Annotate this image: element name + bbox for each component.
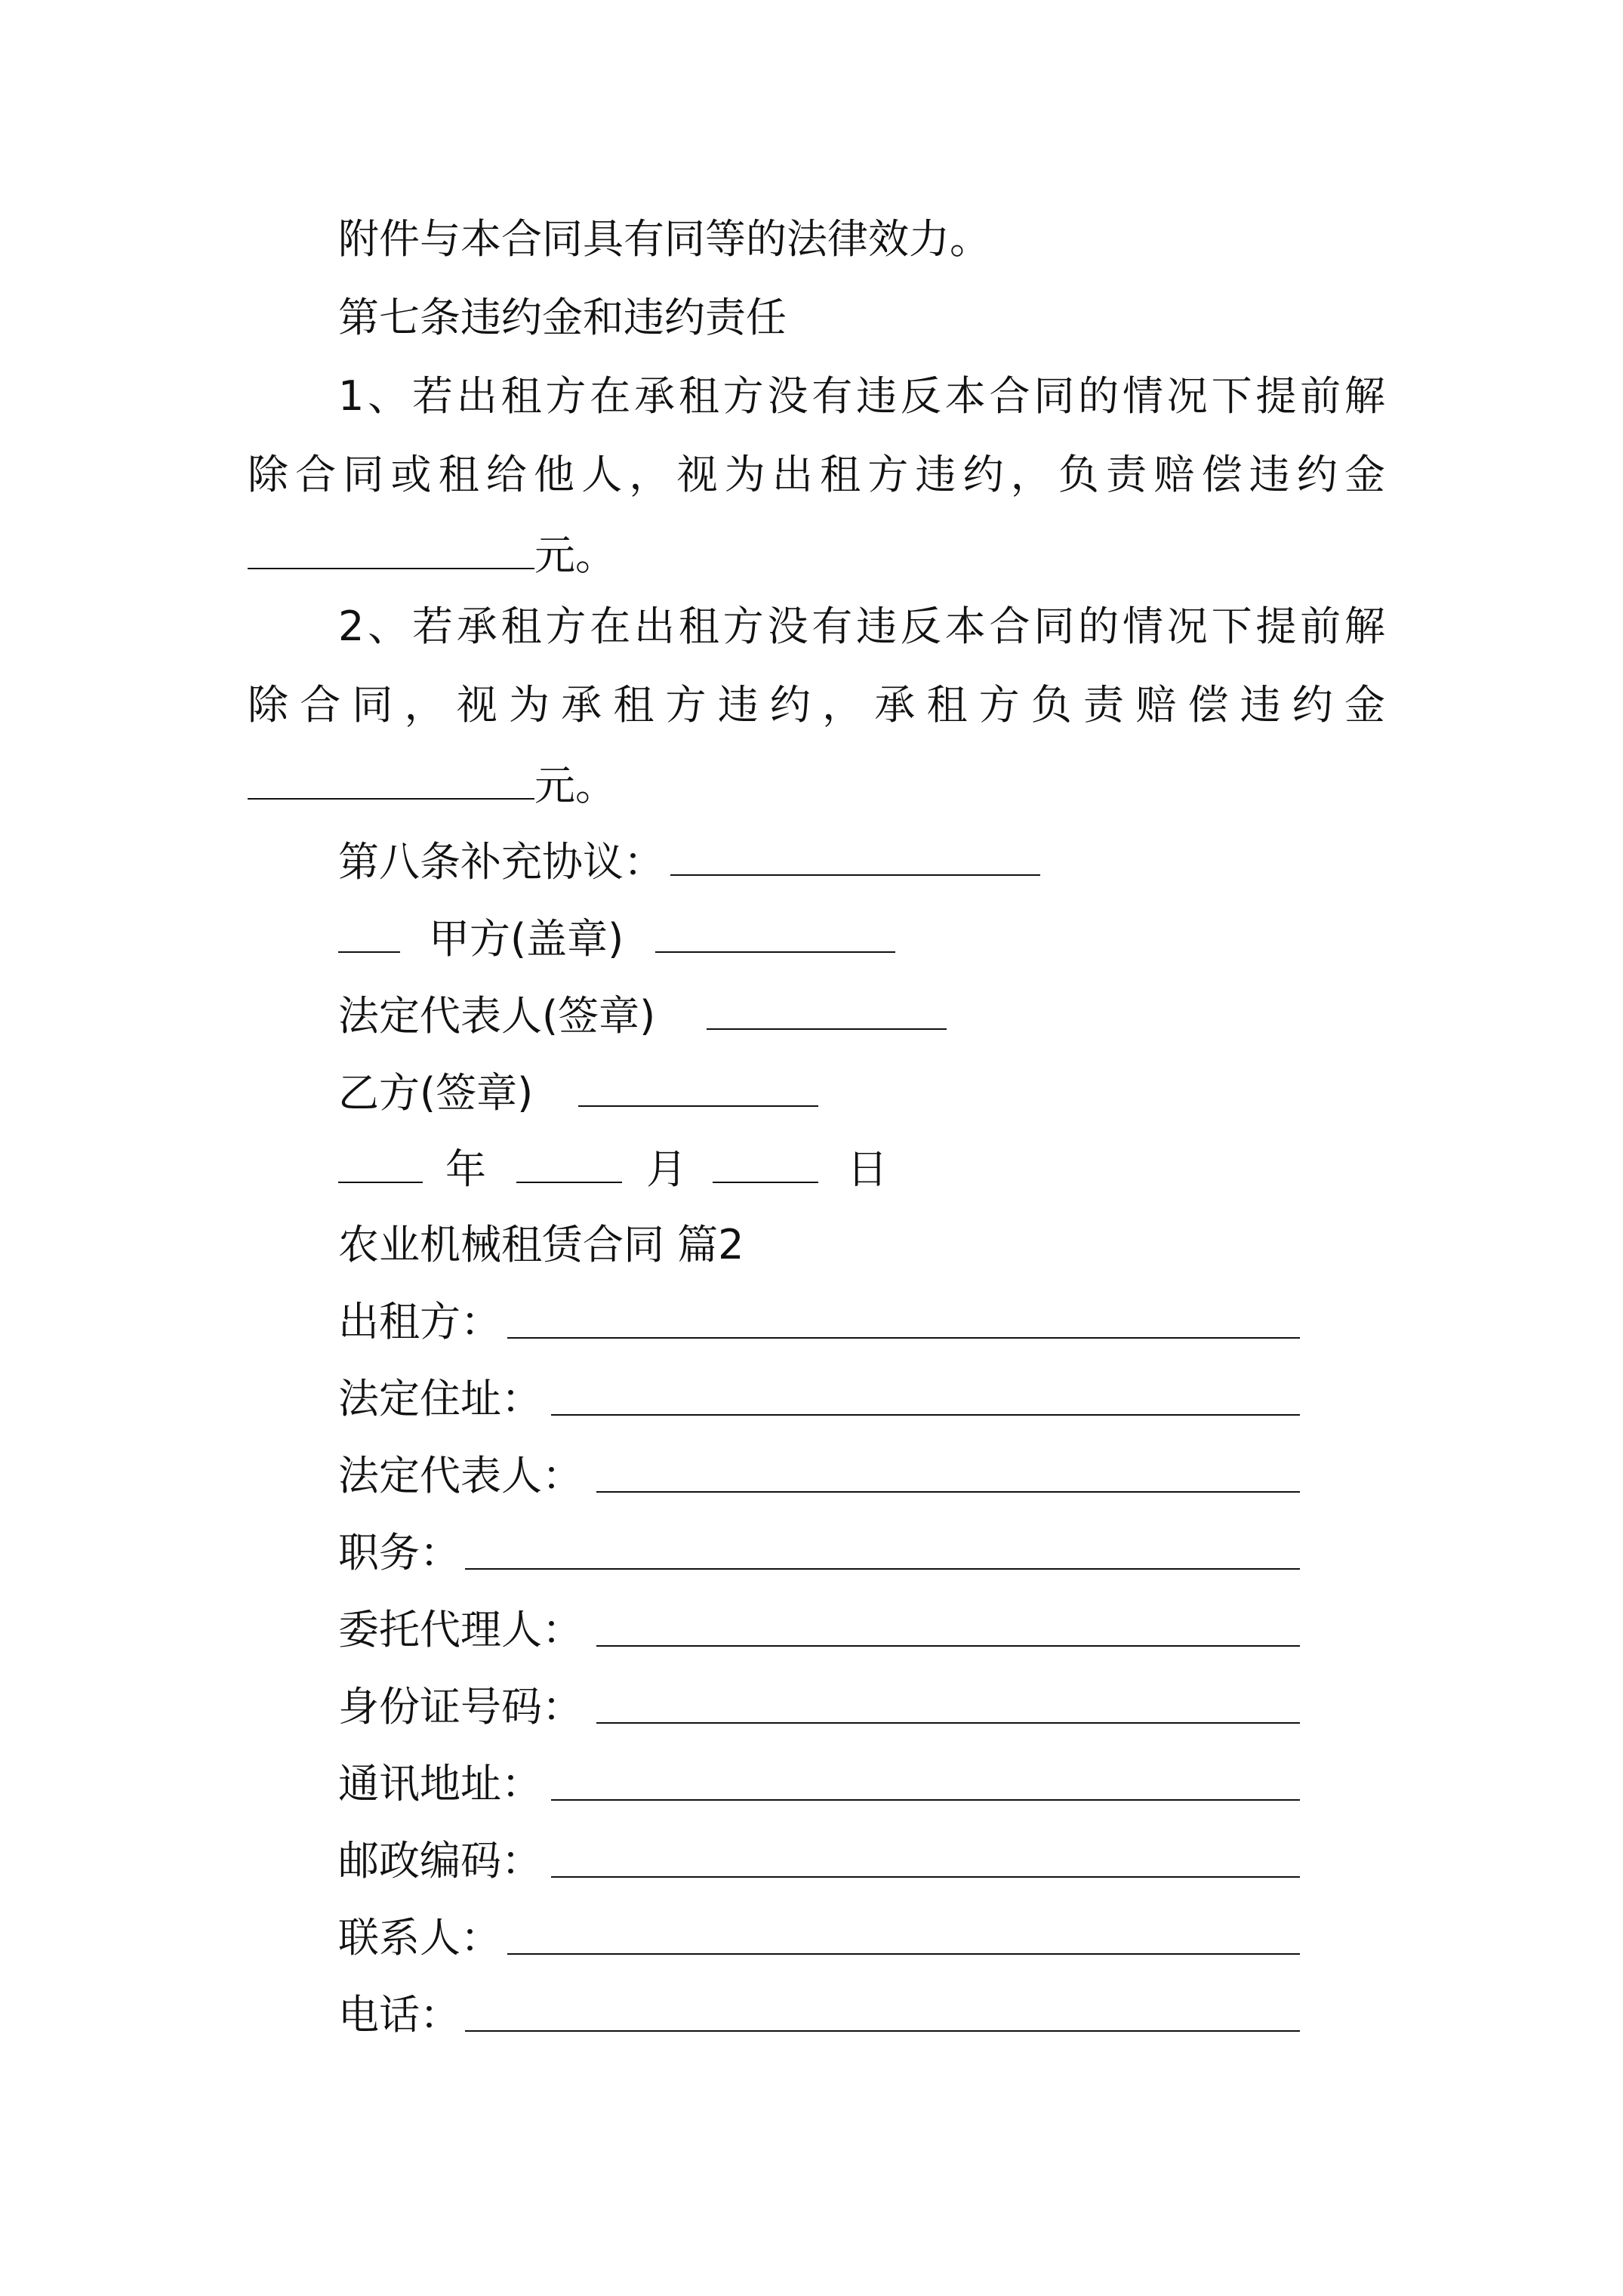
field-mailing-address: 通讯地址： — [338, 1760, 542, 1808]
field-agent-blank — [596, 1645, 1300, 1647]
clause-1-unit: 元。 — [534, 532, 616, 579]
field-legal-address-blank — [551, 1414, 1300, 1416]
field-id-number: 身份证号码： — [338, 1683, 583, 1730]
party-b-label: 乙方(签章) — [338, 1069, 534, 1117]
legal-rep-label: 法定代表人(签章) — [338, 992, 656, 1040]
field-phone-blank — [465, 2030, 1300, 2032]
clause-2-line-1: 2、若承租方在出租方没有违反本合同的情况下提前解 — [338, 603, 1385, 650]
party-a-line — [338, 915, 895, 963]
legal-rep-line — [338, 992, 947, 1040]
clause-2-line-2: 除合同，视为承租方违约，承租方负责赔偿违约金 — [248, 681, 1385, 729]
field-phone: 电话： — [338, 1991, 460, 2039]
clause-1-amount — [248, 532, 616, 579]
article-8-label: 第八条补充协议： — [338, 838, 664, 886]
party-a-blank — [655, 917, 895, 953]
day-blank — [713, 1147, 818, 1183]
date-line — [338, 1145, 888, 1193]
day-label: 日 — [847, 1145, 888, 1193]
field-contact-blank — [507, 1953, 1300, 1955]
article-8-line — [338, 838, 1040, 886]
contract-2-title: 农业机械租赁合同 篇2 — [338, 1221, 744, 1268]
field-position-blank — [465, 1568, 1300, 1570]
amount-blank — [248, 763, 534, 800]
supplement-blank — [670, 840, 1040, 876]
amount-blank — [248, 533, 534, 569]
clause-2-unit: 元。 — [534, 762, 616, 809]
blank — [338, 917, 400, 953]
field-id-number-blank — [596, 1722, 1300, 1724]
clause-1-line-2: 除合同或租给他人，视为出租方违约，负责赔偿违约金 — [248, 451, 1385, 498]
field-lessor: 出租方： — [338, 1298, 501, 1345]
party-b-blank — [578, 1071, 818, 1107]
field-postal-code-blank — [551, 1876, 1300, 1878]
legal-rep-blank — [707, 994, 947, 1030]
field-legal-representative: 法定代表人： — [338, 1452, 583, 1499]
article-7-heading: 第七条违约金和违约责任 — [338, 294, 787, 341]
field-postal-code: 邮政编码： — [338, 1837, 542, 1885]
party-a-label: 甲方(盖章) — [429, 915, 624, 963]
field-legal-representative-blank — [596, 1491, 1300, 1493]
month-blank — [516, 1147, 622, 1183]
field-agent: 委托代理人： — [338, 1606, 583, 1653]
paragraph-end-line: 附件与本合同具有同等的法律效力。 — [338, 215, 990, 263]
field-position: 职务： — [338, 1529, 460, 1576]
field-contact: 联系人： — [338, 1914, 501, 1962]
year-blank — [338, 1147, 423, 1183]
field-mailing-address-blank — [551, 1799, 1300, 1801]
month-label: 月 — [646, 1145, 687, 1193]
party-b-line — [338, 1069, 818, 1117]
clause-1-line-1: 1、若出租方在承租方没有违反本合同的情况下提前解 — [338, 372, 1385, 420]
field-lessor-blank — [507, 1337, 1300, 1339]
year-label: 年 — [445, 1145, 486, 1193]
clause-2-amount — [248, 762, 616, 809]
field-legal-address: 法定住址： — [338, 1375, 542, 1422]
